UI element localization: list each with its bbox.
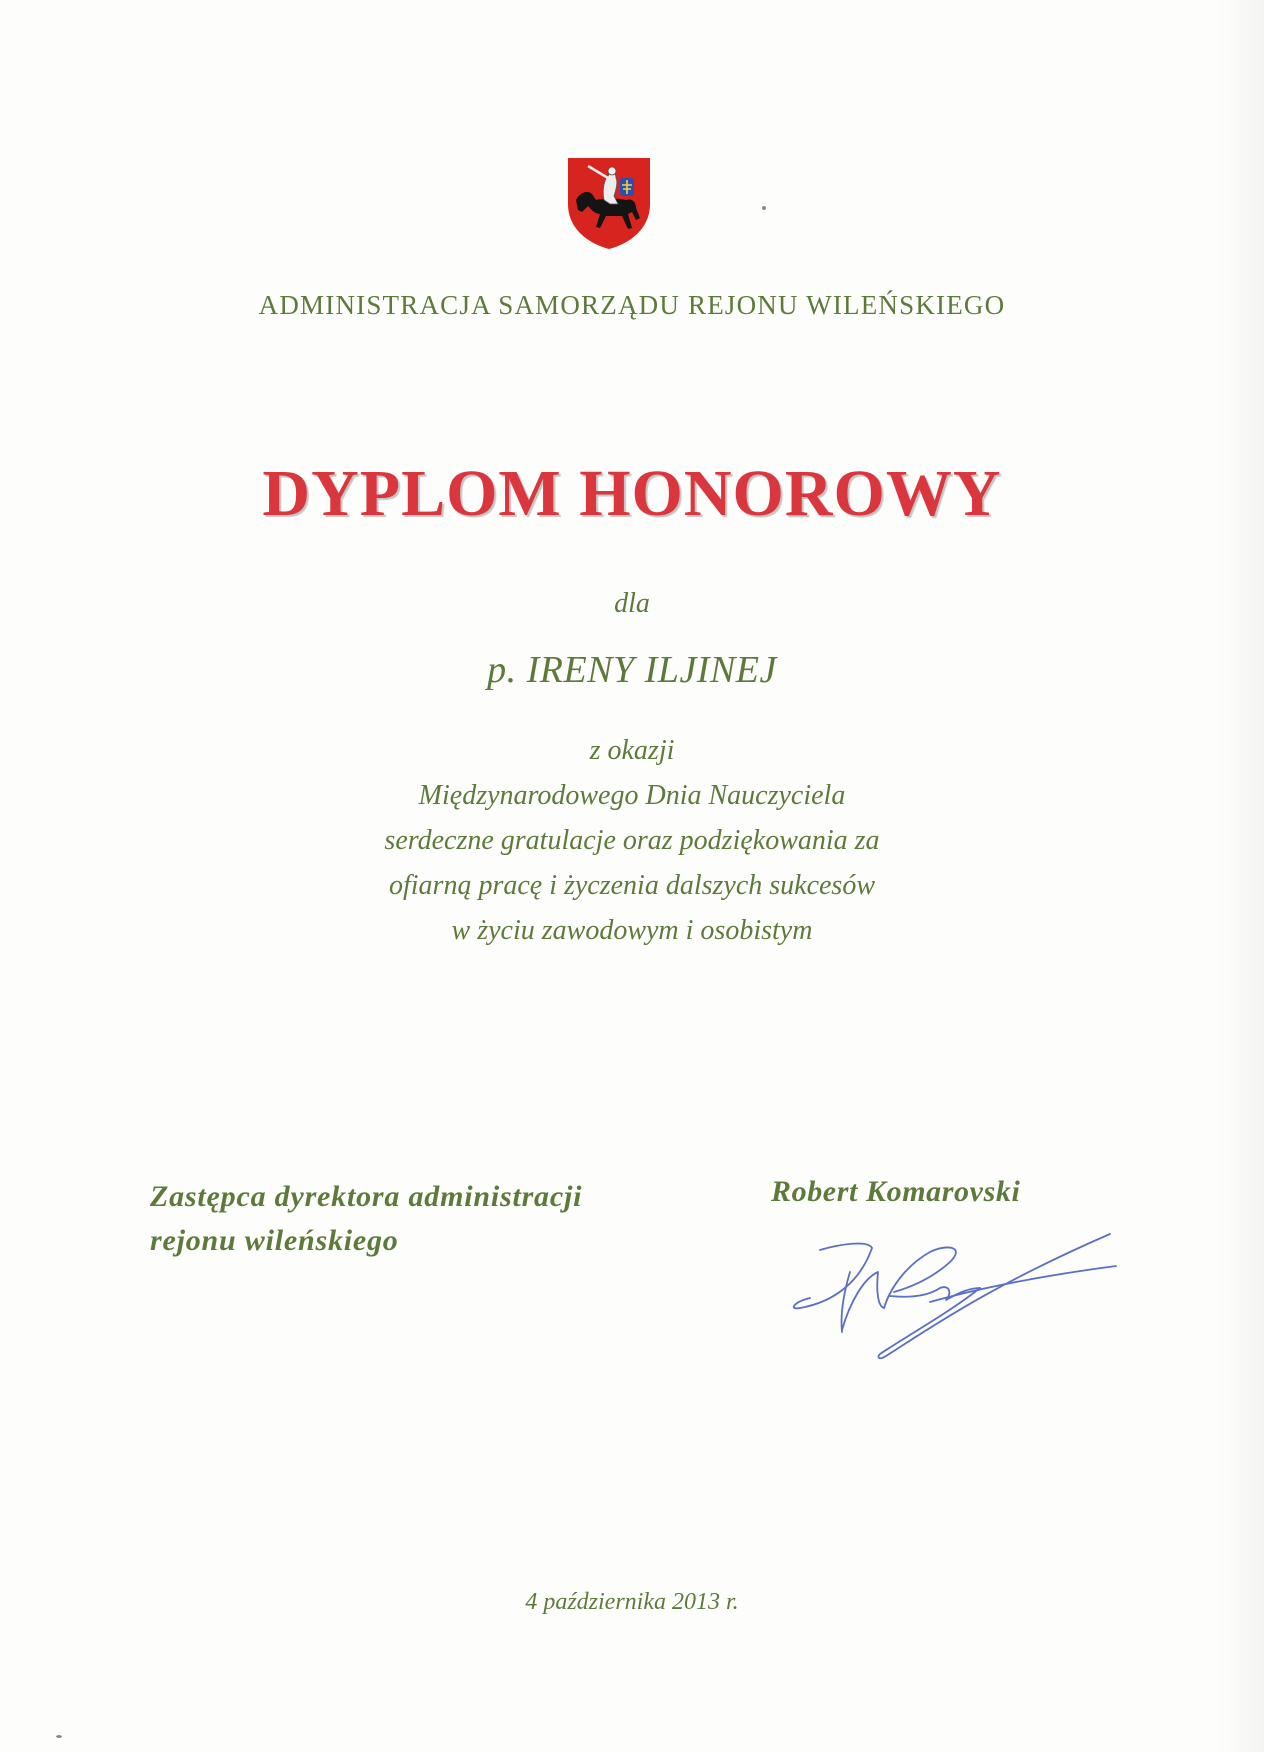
recipient-name: p. IRENY ILJINEJ	[487, 649, 777, 691]
body-line: Międzynarodowego Dnia Nauczyciela	[418, 780, 846, 811]
signer-role-line: Zastępca dyrektora administracji	[150, 1180, 583, 1213]
diploma-title: DYPLOM HONOROWY	[262, 457, 1002, 530]
scan-speck	[56, 1735, 62, 1738]
issue-date: 4 października 2013 r.	[525, 1589, 739, 1615]
signature-stroke	[930, 1266, 1116, 1302]
signature-stroke	[841, 1272, 884, 1332]
signer-role-line: rejonu wileńskiego	[150, 1224, 399, 1257]
signer-role	[150, 1175, 582, 1263]
handwritten-signature	[780, 1222, 1120, 1372]
body-line: w życiu zawodowym i osobistym	[451, 915, 813, 946]
signature-stroke	[794, 1244, 872, 1309]
crest-rider-head	[608, 167, 616, 175]
issuer-heading: ADMINISTRACJA SAMORZĄDU REJONU WILEŃSKIEGO	[258, 290, 1006, 320]
coat-of-arms-knight-icon	[566, 156, 652, 250]
body-line: ofiarną pracę i życzenia dalszych sukcesów	[388, 870, 876, 901]
signer-name: Robert Komarovski	[771, 1175, 1021, 1208]
body-line: z okazji	[589, 735, 675, 766]
signature-stroke	[884, 1247, 956, 1308]
body-line: serdeczne gratulacje oraz podziękowania za	[384, 825, 880, 856]
scan-speck	[762, 206, 766, 210]
for-label: dla	[614, 588, 650, 619]
